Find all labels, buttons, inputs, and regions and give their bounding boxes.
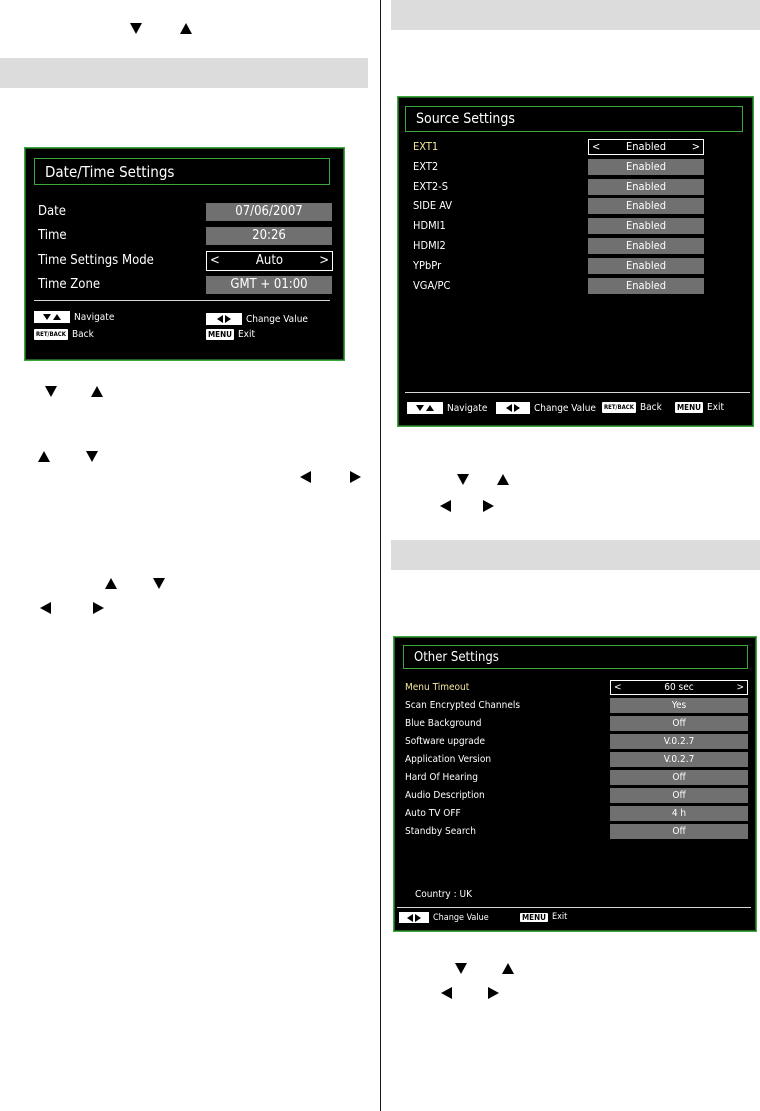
source-settings-screen bbox=[397, 96, 754, 427]
chevron-right-icon[interactable]: > bbox=[736, 682, 744, 693]
source-value[interactable]: Enabled bbox=[588, 238, 704, 254]
up-arrow-icon bbox=[502, 963, 514, 974]
other-value[interactable]: V.0.2.7 bbox=[610, 734, 748, 749]
other-value[interactable]: Yes bbox=[610, 698, 748, 713]
down-arrow-icon bbox=[153, 578, 165, 589]
other-label: Audio Description bbox=[405, 790, 485, 801]
left-arrow-icon bbox=[300, 471, 311, 483]
legend-navigate: Navigate bbox=[34, 311, 114, 323]
source-label: SIDE AV bbox=[413, 199, 453, 213]
datetime-legend-divider bbox=[34, 300, 330, 301]
back-key-icon: RET/BACK bbox=[604, 404, 634, 411]
other-label: Application Version bbox=[405, 754, 492, 765]
legend-exit: MENU Exit bbox=[522, 912, 568, 922]
right-arrow-icon bbox=[488, 987, 499, 999]
source-row[interactable] bbox=[398, 218, 753, 234]
source-value[interactable]: Enabled bbox=[588, 179, 704, 195]
up-arrow-icon bbox=[105, 578, 117, 589]
left-right-key-icon bbox=[399, 912, 429, 923]
menu-key-icon: MENU bbox=[677, 403, 701, 412]
left-arrow-icon bbox=[40, 602, 51, 614]
other-value[interactable]: Off bbox=[610, 788, 748, 803]
other-label: Standby Search bbox=[405, 826, 476, 837]
source-title-bar bbox=[405, 106, 743, 132]
source-value-selected[interactable]: < Enabled > bbox=[588, 139, 704, 155]
legend-exit: MENU Exit bbox=[677, 402, 724, 413]
other-title-bar bbox=[403, 645, 748, 669]
other-legend-divider bbox=[397, 907, 751, 908]
source-row[interactable] bbox=[398, 159, 753, 175]
source-legend-divider bbox=[405, 392, 750, 393]
legend-change-value: Change Value bbox=[496, 402, 596, 414]
datetime-value[interactable]: 20:26 bbox=[206, 227, 332, 245]
down-arrow-icon bbox=[455, 963, 467, 974]
other-settings-screen bbox=[393, 636, 757, 932]
other-value[interactable]: Off bbox=[610, 770, 748, 785]
menu-key-icon: MENU bbox=[522, 912, 546, 922]
source-label: HDMI2 bbox=[413, 239, 446, 252]
up-arrow-icon bbox=[497, 474, 509, 485]
chevron-left-icon[interactable]: < bbox=[592, 140, 601, 153]
source-label: EXT2-S bbox=[413, 179, 449, 193]
datetime-title: Date/Time Settings bbox=[45, 162, 175, 181]
other-title: Other Settings bbox=[414, 649, 499, 665]
up-arrow-icon bbox=[180, 23, 192, 34]
source-row[interactable] bbox=[398, 139, 753, 155]
other-label: Scan Encrypted Channels bbox=[405, 700, 521, 711]
source-row[interactable] bbox=[398, 179, 753, 195]
datetime-row-time[interactable] bbox=[25, 227, 344, 245]
source-label: VGA/PC bbox=[413, 278, 451, 292]
datetime-label: Time bbox=[38, 228, 67, 243]
country-label: Country : UK bbox=[415, 889, 472, 900]
right-arrow-icon bbox=[350, 471, 361, 483]
back-key-icon: RET/BACK bbox=[36, 331, 66, 338]
datetime-title-bar bbox=[34, 158, 330, 185]
down-arrow-icon bbox=[86, 451, 98, 462]
right-arrow-icon bbox=[483, 500, 494, 512]
legend-change-value: Change Value bbox=[399, 912, 489, 923]
chevron-right-icon[interactable]: > bbox=[319, 253, 329, 268]
left-arrow-icon bbox=[441, 987, 452, 999]
other-value[interactable]: Off bbox=[610, 716, 748, 731]
left-right-key-icon bbox=[496, 402, 530, 414]
left-right-key-icon bbox=[206, 313, 242, 325]
source-label: HDMI1 bbox=[413, 219, 446, 233]
datetime-value[interactable]: GMT + 01:00 bbox=[206, 276, 332, 294]
other-value[interactable]: 4 h bbox=[610, 806, 748, 821]
other-row[interactable] bbox=[394, 770, 756, 785]
source-value[interactable]: Enabled bbox=[588, 198, 704, 214]
legend-back: RET/BACK Back bbox=[604, 402, 662, 413]
up-arrow-icon bbox=[91, 386, 103, 397]
source-value[interactable]: Enabled bbox=[588, 159, 704, 175]
datetime-label: Date bbox=[38, 204, 66, 219]
source-value[interactable]: Enabled bbox=[588, 218, 704, 234]
other-value[interactable]: Off bbox=[610, 824, 748, 839]
down-arrow-icon bbox=[130, 23, 142, 34]
legend-navigate: Navigate bbox=[407, 402, 487, 414]
other-value-selected[interactable]: < 60 sec > bbox=[610, 680, 748, 695]
source-value[interactable]: Enabled bbox=[588, 258, 704, 274]
datetime-value-selected[interactable]: < Auto > bbox=[206, 251, 333, 271]
other-row[interactable] bbox=[394, 824, 756, 839]
chevron-left-icon[interactable]: < bbox=[210, 253, 220, 268]
up-down-key-icon bbox=[34, 311, 70, 323]
datetime-row-mode[interactable] bbox=[25, 251, 344, 271]
chevron-right-icon[interactable]: > bbox=[691, 140, 700, 153]
datetime-row-zone[interactable] bbox=[25, 276, 344, 294]
other-label: Menu Timeout bbox=[405, 682, 470, 693]
other-row[interactable] bbox=[394, 734, 756, 749]
legend-exit: MENU Exit bbox=[208, 329, 255, 340]
section-heading-band bbox=[391, 0, 760, 30]
up-down-key-icon bbox=[407, 402, 443, 414]
source-row[interactable] bbox=[398, 238, 753, 254]
other-label: Blue Background bbox=[405, 718, 482, 729]
other-row[interactable] bbox=[394, 716, 756, 731]
right-arrow-icon bbox=[93, 602, 104, 614]
other-row[interactable] bbox=[394, 680, 756, 695]
source-value[interactable]: Enabled bbox=[588, 278, 704, 294]
page-column-divider bbox=[380, 0, 381, 1111]
menu-key-icon: MENU bbox=[208, 330, 232, 339]
other-label: Auto TV OFF bbox=[405, 808, 461, 819]
source-label: EXT2 bbox=[413, 159, 439, 173]
legend-change-value: Change Value bbox=[206, 313, 308, 325]
datetime-row-date[interactable] bbox=[25, 203, 344, 221]
other-row[interactable] bbox=[394, 806, 756, 821]
section-heading-band bbox=[0, 58, 368, 88]
source-label: EXT1 bbox=[413, 140, 439, 153]
source-row[interactable] bbox=[398, 258, 753, 274]
up-arrow-icon bbox=[38, 451, 50, 462]
source-label: YPbPr bbox=[413, 258, 442, 272]
source-row[interactable] bbox=[398, 278, 753, 294]
datetime-value[interactable]: 07/06/2007 bbox=[206, 203, 332, 221]
other-row[interactable] bbox=[394, 752, 756, 767]
chevron-left-icon[interactable]: < bbox=[614, 682, 622, 693]
other-label: Software upgrade bbox=[405, 736, 486, 747]
down-arrow-icon bbox=[457, 474, 469, 485]
down-arrow-icon bbox=[45, 386, 57, 397]
section-heading-band bbox=[391, 540, 760, 570]
legend-back: RET/BACK Back bbox=[36, 329, 94, 340]
left-arrow-icon bbox=[440, 500, 451, 512]
other-value[interactable]: V.0.2.7 bbox=[610, 752, 748, 767]
source-title: Source Settings bbox=[416, 111, 515, 127]
datetime-label: Time Zone bbox=[38, 277, 101, 292]
source-row[interactable] bbox=[398, 198, 753, 214]
other-row[interactable] bbox=[394, 698, 756, 713]
other-row[interactable] bbox=[394, 788, 756, 803]
datetime-label: Time Settings Mode bbox=[38, 253, 154, 268]
datetime-settings-screen bbox=[24, 147, 345, 361]
other-label: Hard Of Hearing bbox=[405, 772, 478, 783]
